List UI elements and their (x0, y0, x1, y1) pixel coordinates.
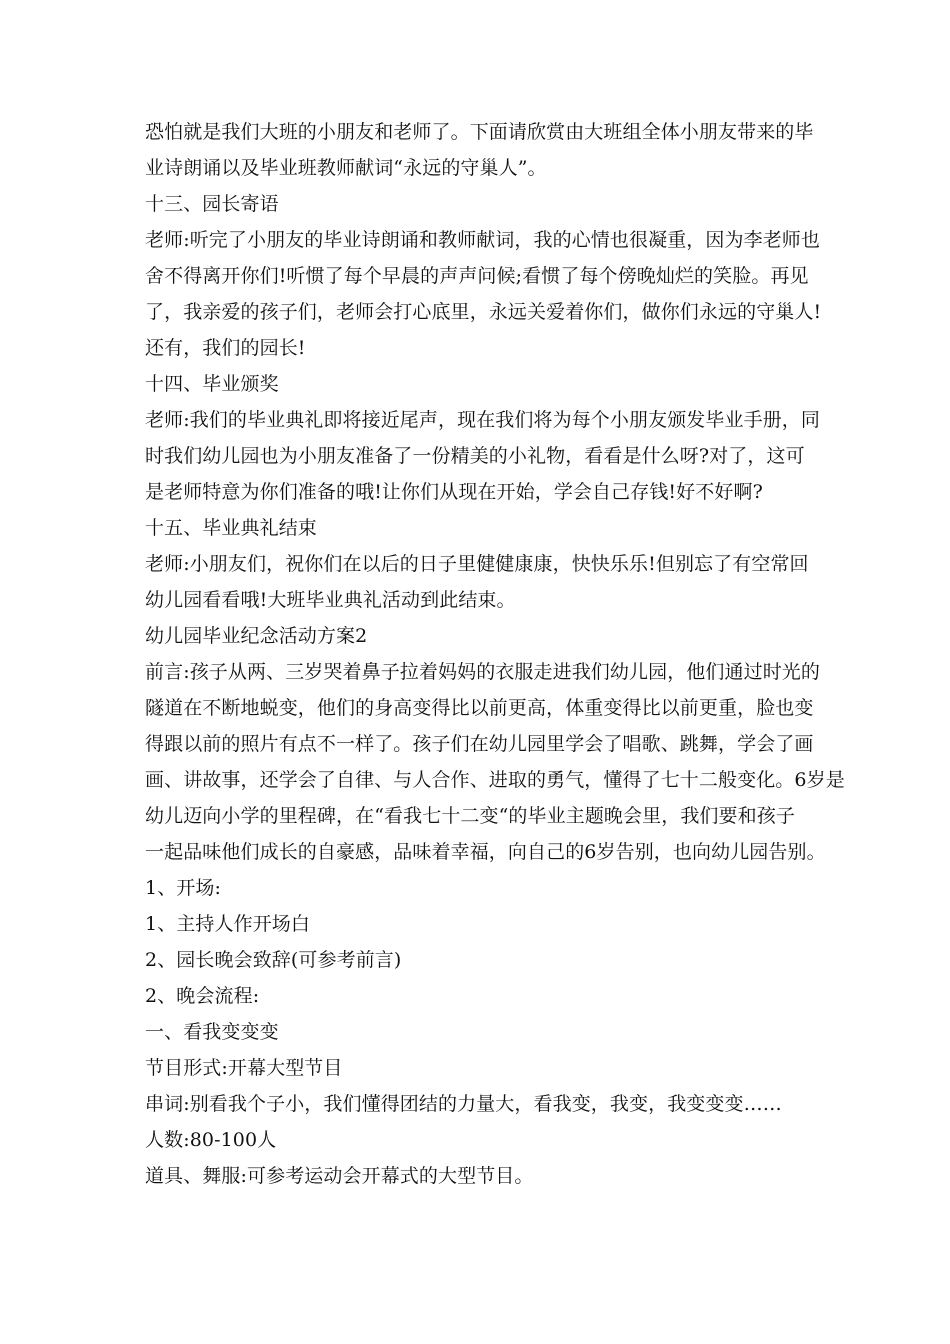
text-line: 老师:小朋友们，祝你们在以后的日子里健健康康，快快乐乐!但别忘了有空常回 (145, 553, 809, 575)
list-item: 1、主持人作开场白 (145, 913, 310, 935)
section-heading: 一、看我变变变 (145, 1021, 279, 1043)
text-line: 是老师特意为你们准备的哦!让你们从现在开始，学会自己存钱!好不好啊? (145, 481, 763, 503)
text-line: 幼儿园看看哦!大班毕业典礼活动到此结束。 (145, 589, 516, 611)
section-heading: 十五、毕业典礼结束 (145, 517, 317, 539)
text-line: 老师:听完了小朋友的毕业诗朗诵和教师献词，我的心情也很凝重，因为李老师也 (145, 229, 821, 251)
section-heading: 十四、毕业颁奖 (145, 373, 279, 395)
text-line: 了，我亲爱的孩子们，老师会打心底里，永远关爱着你们，做你们永远的守巢人! (145, 301, 822, 323)
text-line: 舍不得离开你们!听惯了每个早晨的声声问候;看惯了每个傍晚灿烂的笑脸。再见 (145, 265, 809, 287)
text-line: 恐怕就是我们大班的小朋友和老师了。下面请欣赏由大班组全体小朋友带来的毕 (145, 121, 814, 143)
list-item: 2、园长晚会致辞(可参考前言) (145, 949, 402, 971)
text-line: 一起品味他们成长的自豪感，品味着幸福，向自己的6岁告别，也向幼儿园告别。 (145, 841, 826, 863)
text-line: 人数:80-100人 (145, 1129, 277, 1151)
text-line: 隧道在不断地蜕变，他们的身高变得比以前更高，体重变得比以前更重，脸也变 (145, 697, 814, 719)
text-line: 节目形式:开幕大型节目 (145, 1057, 343, 1079)
text-line: 前言:孩子从两、三岁哭着鼻子拉着妈妈的衣服走进我们幼儿园，他们通过时光的 (145, 661, 821, 683)
text-line: 幼儿迈向小学的里程碑，在“看我七十二变“的毕业主题晚会里，我们要和孩子 (145, 805, 795, 827)
list-item: 1、开场: (145, 877, 221, 899)
list-item: 2、晚会流程: (145, 985, 260, 1007)
text-line: 画、讲故事，还学会了自律、与人合作、进取的勇气，懂得了七十二般变化。6岁是 (145, 769, 845, 791)
text-line: 业诗朗诵以及毕业班教师献词“永远的守巢人”。 (145, 157, 547, 179)
text-line: 老师:我们的毕业典礼即将接近尾声，现在我们将为每个小朋友颁发毕业手册，同 (145, 409, 821, 431)
text-line: 还有，我们的园长! (145, 337, 306, 359)
text-line: 串词:别看我个子小，我们懂得团结的力量大，看我变，我变，我变变变…… (145, 1093, 782, 1115)
text-line: 道具、舞服:可参考运动会开幕式的大型节目。 (145, 1165, 534, 1187)
section-heading: 十三、园长寄语 (145, 193, 279, 215)
text-line: 时我们幼儿园也为小朋友准备了一份精美的小礼物，看看是什么呀?对了，这可 (145, 445, 805, 467)
text-line: 得跟以前的照片有点不一样了。孩子们在幼儿园里学会了唱歌、跳舞，学会了画 (145, 733, 814, 755)
document-body (145, 120, 845, 1200)
document-title: 幼儿园毕业纪念活动方案2 (145, 625, 368, 647)
